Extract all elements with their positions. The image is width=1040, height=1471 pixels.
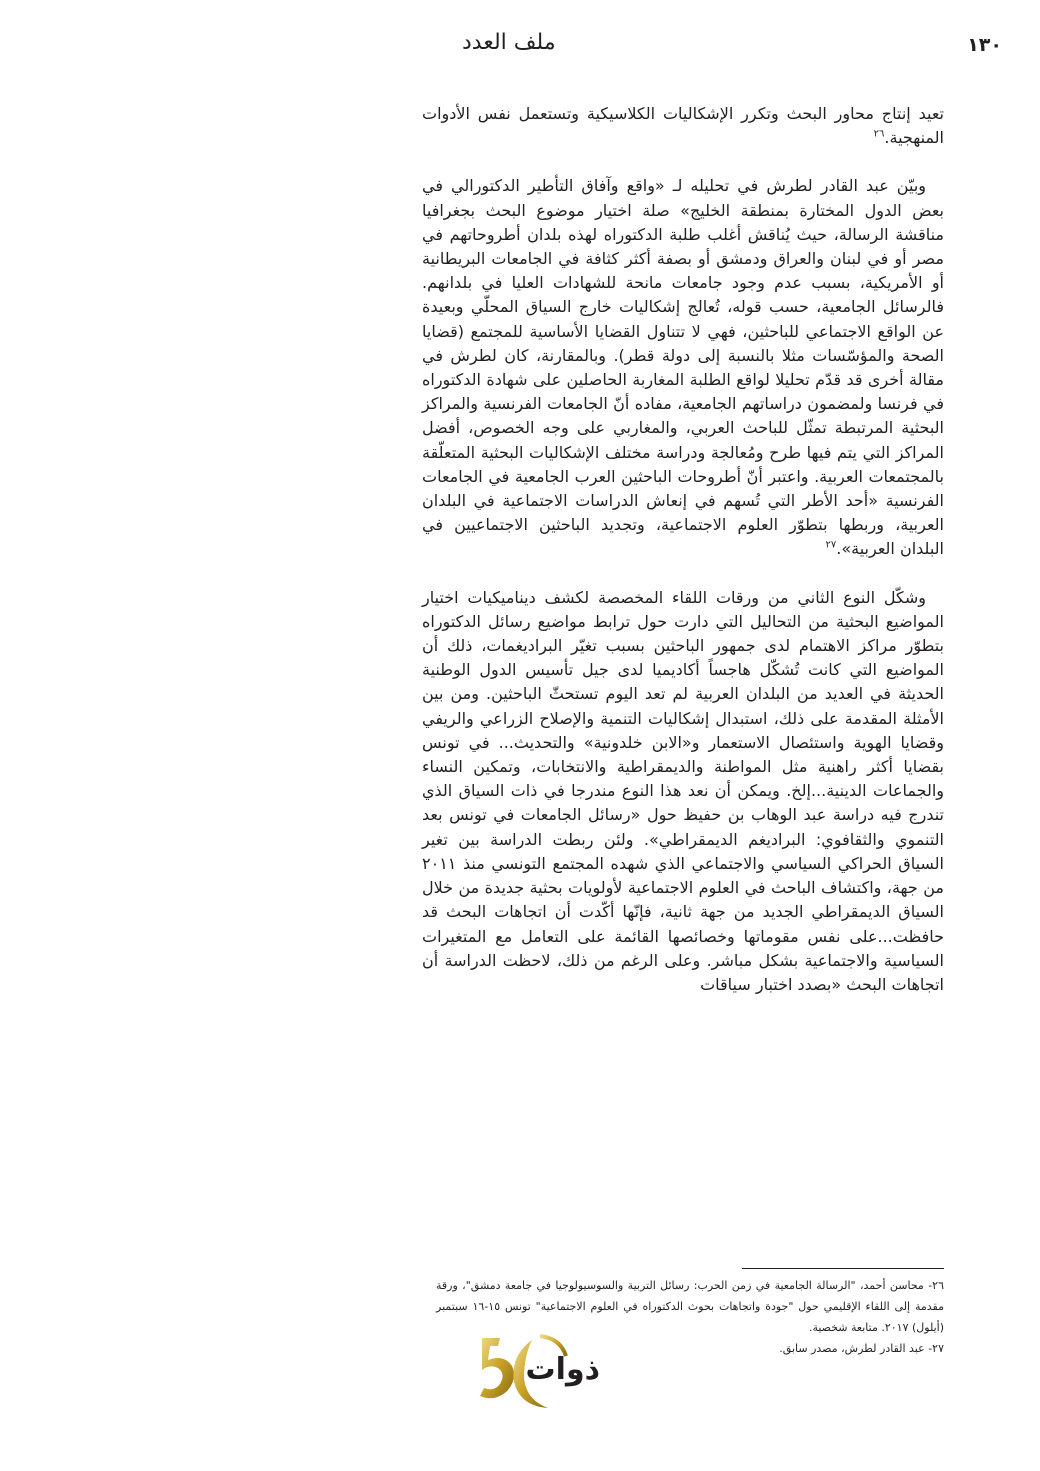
running-header: ملف العدد [462,30,556,55]
paragraph-3: وشكّل النوع الثاني من ورقات اللقاء المخصصة لكشف ديناميكيات اختيار المواضيع البحثية من التحاليل التي دارت حول ترابط مواضيع رسائل الدكتوراه بتطوّر مراكز الاهتمام لدى جمهور الباحثين بسبب تغيّر البراديغمات، ذلك أن المواضيع التي كانت تُشكّل هاجساً أكاديميا لدى جيل تأسيس الدول الوطنية الحديثة في العديد من البلدان العربية لم تعد اليوم تستحثّ الباحثين. ومن بين الأمثلة المقدمة على ذلك، استبدال إشكاليات التنمية والإصلاح الزراعي والريفي وقضايا الهوية واستئصال الاستعمار و«الابن خلدونية» والتحديث... في تونس بقضايا أكثر راهنية مثل المواطنة والديمقراطية والانتخابات، وتمكين النساء والجماعات الدينية...إلخ. ويمكن أن نعد هذا النوع مندرجا في ذات السياق الذي تندرج فيه دراسة عبد الوهاب بن حفيظ حول «رسائل الجامعات في تونس بعد التنموي والثقافوي: البراديغم الديمقراطي». ولئن ربطت الدراسة بين تغير السياق الحراكي السياسي والاجتماعي الذي شهده المجتمع التونسي منذ ٢٠١١ من جهة، واكتشاف الباحث في العلوم الاجتماعية لأولويات بحثية جديدة من خلال السياق الديمقراطي الجديد من جهة ثانية، فإنّها أكّدت أن اتجاهات البحث قد حافظت...على نفس مقوماتها وخصائصها القائمة على التعامل مع المتغيرات السياسية والاجتماعية بشكل مباشر. وعلى الرغم من ذلك، لاحظت الدراسة أن اتجاهات البحث «بصدد اختبار سياقات [422,587,944,994]
page-number: ١٣٠ [967,34,1002,56]
footnote-26: ٢٦- محاسن أحمد، "الرسالة الجامعية في زمن الحرب: رسائل التربية والسوسيولوجيا في جامعة دمشق"، ورقة مقدمة إلى اللقاء الإقليمي حول "جودة واتجاهات بحوث الدكتوراه في العلوم الاجتماعية" تونس ١٥-١٦ سبتمبر (أيلول) ٢٠١٧. متابعة شخصية. [436,1279,944,1334]
footnote-ref-26[interactable]: ٢٦ [873,128,885,140]
body-text [422,102,944,1021]
dhawat-logo [470,1326,610,1416]
logo-text: ذوات [525,1352,600,1387]
footnote-divider [742,1268,944,1269]
footnote-ref-27[interactable]: ٢٧ [825,540,837,552]
paragraph-1 [422,102,944,150]
paragraph-2 [422,174,944,561]
footnote-27: ٢٧- عبد القادر لطرش، مصدر سابق. [779,1342,944,1355]
paragraph-2-text: وبيّن عبد القادر لطرش في تحليله لـ «واقع وآفاق التأطير الدكتورالي في بعض الدول المختارة بمنطقة الخليج» صلة اختيار موضوع البحث بجغرافيا مناقشة الرسالة، حيث يُناقش أغلب طلبة الدكتوراه لهذه بلدان أطروحاتهم في مصر أو في لبنان والعراق ودمشق أو بصفة أكثر كثافة في الجامعات البريطانية أو الأمريكية، بسبب عدم وجود جامعات مانحة للشهادات العليا في بلدانهم. فالرسائل الجامعية، حسب قوله، تُعالج إشكاليات خارج السياق المحلّي وبعيدة عن الواقع الاجتماعي للباحثين، فهي لا تتناول القضايا الأساسية للمجتمع (قضايا الصحة والمؤسّسات مثلا بالنسبة إلى دولة قطر). وبالمقارنة، كان لطرش في مقالة أخرى قد قدّم تحليلا لواقع الطلبة المغاربة الحاصلين على شهادة الدكتوراه في فرنسا ولمضمون دراساتهم الجامعية، مفاده أنّ الجامعات الفرنسية والمراكز البحثية المرتبطة تمثّل للباحث العربي، والمغاربي على وجه الخصوص، أفضل المراكز التي يتم فيها طرح ومُعالجة ودراسة مختلف الإشكاليات البحثية المتعلّقة بالمجتمعات العربية. واعتبر أنّ أطروحات الباحثين العرب الجامعية في الجامعات الفرنسية «أحد الأطر التي تُسهم في إنعاش الدراسات الاجتماعية في البلدان العربية، وربطها بتطوّر العلوم الاجتماعية، وتجديد الباحثين الاجتماعيين في البلدان العربية». [422,176,944,559]
paragraph-1-text: تعيد إنتاج محاور البحث وتكرر الإشكاليات الكلاسيكية وتستعمل نفس الأدوات المنهجية. [422,104,944,148]
